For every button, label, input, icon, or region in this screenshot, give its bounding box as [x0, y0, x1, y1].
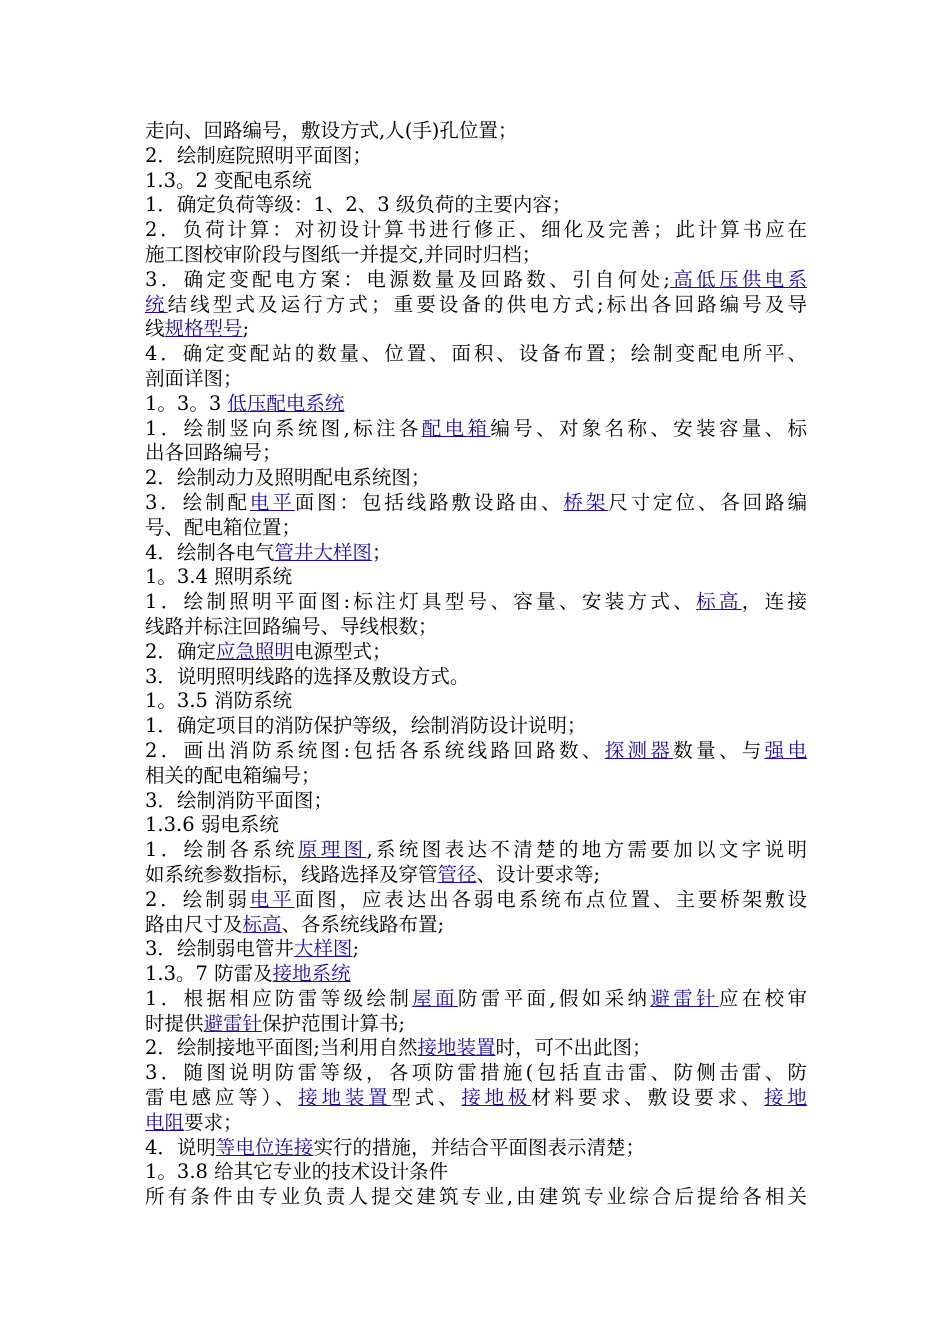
text-run: 相关的配电箱编号； — [145, 763, 321, 787]
text-line — [145, 590, 807, 615]
text-line — [145, 863, 815, 888]
text-run: 2．绘制弱 — [145, 887, 250, 911]
hyperlink[interactable]: 强电 — [764, 738, 807, 762]
text-line — [145, 417, 807, 442]
text-run: ; — [352, 937, 360, 961]
text-run: 3．绘制弱电管井 — [145, 937, 294, 961]
hyperlink[interactable]: 接地装置 — [298, 1086, 392, 1110]
text-run: 2．负荷计算：对初设计算书进行修正、细化及完善；此计算书应在 — [145, 218, 807, 242]
text-run: 1．确定负荷等级：1、2、3 级负荷的主要内容； — [145, 193, 572, 217]
text-line — [145, 640, 815, 665]
hyperlink[interactable]: 规格型号 — [164, 317, 243, 341]
text-run: 路由尺寸及 — [145, 912, 243, 936]
text-run: 实行的措施，并结合平面图表示清楚； — [313, 1135, 645, 1159]
text-run: 1.3.6 弱电系统 — [145, 813, 279, 837]
text-run: 1．根据相应防雷等级绘制 — [145, 986, 413, 1010]
hyperlink[interactable]: 标高 — [242, 912, 282, 936]
text-run: 3．确定变配电方案：电源数量及回路数、引自何处; — [145, 267, 670, 291]
text-line — [145, 813, 815, 838]
text-run: 1。3.4 照明系统 — [145, 565, 293, 589]
text-run: 应在校审 — [718, 986, 807, 1010]
hyperlink[interactable]: 配电箱 — [421, 416, 491, 440]
text-run: 3．绘制配 — [145, 490, 250, 514]
text-run: 防雷平面,假如采纳 — [457, 986, 651, 1010]
hyperlink[interactable]: 屋面 — [412, 986, 458, 1010]
text-run: 线路并标注回路编号、导线根数； — [145, 614, 438, 638]
text-line — [145, 268, 807, 293]
text-run: 时，可不出此图； — [495, 1036, 652, 1060]
hyperlink[interactable]: 标高 — [696, 590, 742, 614]
text-line — [145, 789, 815, 814]
text-line — [145, 144, 815, 169]
text-run: 出各回路编号； — [145, 441, 282, 465]
text-run: 面图：包括线路敷设路由、 — [294, 490, 564, 514]
text-line — [145, 169, 815, 194]
text-run: 保护范围计算书; — [262, 1011, 406, 1035]
text-run: 1.3。2 变配电系统 — [145, 168, 312, 192]
text-line — [145, 913, 815, 938]
text-run: ,系统图表达不清楚的地方需要加以文字说明 — [366, 838, 807, 862]
text-run: 1．确定项目的消防保护等级，绘制消防设计说明； — [145, 714, 587, 738]
text-run: 型式、 — [391, 1086, 462, 1110]
hyperlink[interactable]: 接地装置 — [417, 1036, 496, 1060]
text-line — [145, 193, 815, 218]
hyperlink[interactable]: 大样图 — [293, 937, 353, 961]
text-line — [145, 317, 815, 342]
text-line — [145, 243, 815, 268]
text-line — [145, 665, 815, 690]
hyperlink[interactable]: 避雷针 — [203, 1011, 263, 1035]
hyperlink[interactable]: 高低压供电系 — [669, 267, 807, 291]
text-line — [145, 615, 815, 640]
text-line — [145, 689, 815, 714]
text-run: 材料要求、敷设要求、 — [531, 1086, 765, 1110]
text-line — [145, 491, 807, 516]
text-run: 1．绘制各系统 — [145, 838, 298, 862]
text-run: 面图，应表达出各弱电系统布点位置、主要桥架敷设 — [294, 887, 807, 911]
text-run: 2．绘制庭院照明平面图； — [145, 143, 372, 167]
document-body — [145, 119, 815, 1210]
text-run: 3．随图说明防雷等级，各项防雷措施(包括直击雷、防侧击雷、防 — [145, 1061, 807, 1085]
text-line — [145, 1136, 815, 1161]
text-line — [145, 1111, 815, 1136]
hyperlink[interactable]: 接地系统 — [272, 962, 351, 986]
text-line — [145, 937, 815, 962]
text-line — [145, 1036, 815, 1061]
text-run: ； — [371, 540, 392, 564]
text-run: 要求； — [184, 1110, 243, 1134]
text-run: 4．确定变配站的数量、位置、面积、设备布置；绘制变配电所平、 — [145, 342, 807, 366]
text-line — [145, 516, 815, 541]
text-run: 1。3。3 — [145, 391, 228, 415]
text-line — [145, 888, 807, 913]
text-run: 2．画出消防系统图:包括各系统线路回路数、 — [145, 738, 605, 762]
text-run: 号、配电箱位置； — [145, 515, 302, 539]
hyperlink[interactable]: 接地 — [764, 1086, 807, 1110]
text-run: 、设计要求等; — [476, 862, 601, 886]
text-run: 尺寸定位、各回路编 — [608, 490, 807, 514]
text-run: 编号、对象名称、安装容量、标 — [490, 416, 807, 440]
text-run: 雷电感应等）、 — [145, 1086, 299, 1110]
text-line — [145, 441, 815, 466]
hyperlink[interactable]: 电平 — [249, 490, 295, 514]
text-line — [145, 739, 807, 764]
text-run: 结线型式及运行方式；重要设备的供电方式;标出各回路编号及导 — [167, 292, 807, 316]
text-run: 如系统参数指标，线路选择及穿管 — [145, 862, 438, 886]
text-run: 数量、与 — [673, 738, 765, 762]
text-run: 1。3.5 消防系统 — [145, 689, 293, 713]
text-run: 2．绘制接地平面图;当利用自然 — [145, 1036, 418, 1060]
text-run: 、各系统线路布置; — [281, 912, 445, 936]
text-line — [145, 1012, 815, 1037]
text-line — [145, 541, 815, 566]
text-line — [145, 1185, 807, 1210]
hyperlink[interactable]: 管井大样图 — [274, 540, 372, 564]
text-line — [145, 1086, 807, 1111]
text-run: 3．说明照明线路的选择及敷设方式。 — [145, 664, 470, 688]
hyperlink[interactable]: 电平 — [249, 887, 295, 911]
text-line — [145, 293, 807, 318]
text-run: 线 — [145, 317, 165, 341]
text-run: 施工图校审阶段与图纸一并提交,并同时归档； — [145, 242, 542, 266]
text-line — [145, 962, 815, 987]
text-run: 4．说明 — [145, 1135, 216, 1159]
hyperlink[interactable]: 避雷针 — [650, 986, 719, 1010]
hyperlink[interactable]: 应急照明 — [215, 639, 294, 663]
text-line — [145, 838, 807, 863]
text-line — [145, 342, 807, 367]
text-run: 1。3.8 给其它专业的技术设计条件 — [145, 1160, 449, 1184]
text-run: 所有条件由专业负责人提交建筑专业,由建筑专业综合后提给各相关 — [145, 1185, 807, 1209]
text-line — [145, 714, 815, 739]
text-run: 1．绘制竖向系统图,标注各 — [145, 416, 422, 440]
hyperlink[interactable]: 原理图 — [297, 838, 367, 862]
text-line — [145, 987, 807, 1012]
hyperlink[interactable]: 接地极 — [461, 1086, 532, 1110]
text-line — [145, 1061, 807, 1086]
text-run: ，连接 — [741, 590, 807, 614]
text-line — [145, 565, 815, 590]
text-run: 1．绘制照明平面图:标注灯具型号、容量、安装方式、 — [145, 590, 697, 614]
text-line — [145, 466, 815, 491]
hyperlink[interactable]: 管径 — [437, 862, 477, 886]
text-line — [145, 764, 815, 789]
text-line — [145, 218, 807, 243]
text-run: 时提供 — [145, 1011, 204, 1035]
text-run: 2．确定 — [145, 639, 216, 663]
hyperlink[interactable]: 统 — [145, 292, 168, 316]
text-line — [145, 119, 815, 144]
hyperlink[interactable]: 等电位连接 — [215, 1135, 314, 1159]
hyperlink[interactable]: 桥架 — [563, 490, 609, 514]
hyperlink[interactable]: 探测器 — [604, 738, 674, 762]
text-run: 电源型式； — [293, 639, 392, 663]
text-run: 走向、回路编号，敷设方式,人(手)孔位置； — [145, 119, 518, 142]
text-run: 1.3。7 防雷及 — [145, 962, 273, 986]
text-run: 剖面详图； — [145, 366, 243, 390]
text-run: 4．绘制各电气 — [145, 540, 275, 564]
text-run: 2．绘制动力及照明配电系统图； — [145, 466, 431, 490]
text-run: ; — [242, 317, 250, 341]
text-run: 3．绘制消防平面图； — [145, 788, 333, 812]
text-line — [145, 367, 815, 392]
hyperlink[interactable]: 电阻 — [145, 1110, 185, 1134]
text-line — [145, 392, 815, 417]
hyperlink[interactable]: 低压配电系统 — [227, 391, 345, 415]
text-line — [145, 1160, 815, 1185]
